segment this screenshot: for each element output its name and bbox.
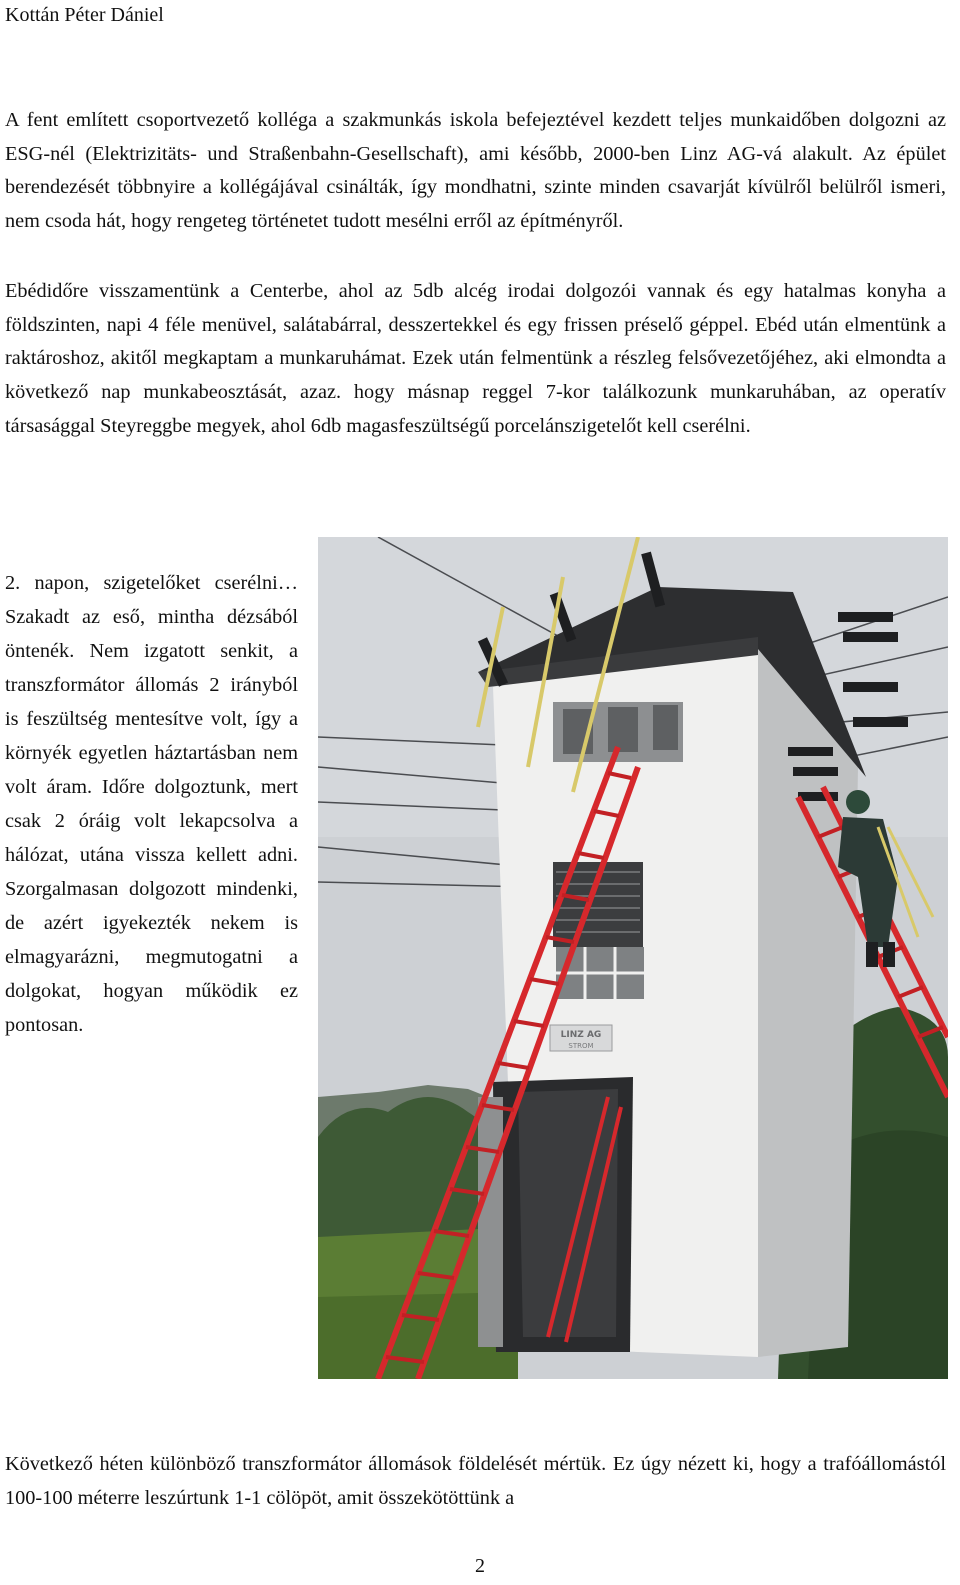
sign-line-1: LINZ AG xyxy=(560,1030,602,1040)
body-paragraph-3: Következő héten különböző transzformátor állomások földelését mértük. Ez úgy nézett ki, hogy a trafóállomástól 100-100 méterre leszúrtunk 1-1 cölöpöt, amit összekötöttünk a xyxy=(5,1453,946,1509)
body-paragraph-2: Ebédidőre visszamentünk a Centerbe, ahol az 5db alcég irodai dolgozói vannak és egy hatalmas konyha a földszinten, napi 4 féle menüvel, salátabárral, desszertekkel és egy frissen préselő géppel. Ebéd után elmentünk a raktároshoz, akitől megkaptam a munkaruhámat. Ezek után felmentünk a részleg felsővezetőjéhez, aki elmondta a következő nap munkabeosztását, azaz. hogy másnap reggel 7-kor találkozunk munkaruhában, az operatív társasággal Steyreggbe megyek, ahol 6db magasfeszültségű porcelánszigetelőt kell cserélni. xyxy=(5,280,946,437)
side-paragraph: 2. napon, szigetelőket cserélni… Szakadt az eső, mintha dézsából öntenék. Nem izgatott senkit, a transzformátor állomás 2 irányból is feszültség mentesítve volt, így a környék egyetlen háztartásban nem volt áram. Időre dolgoztunk, mert csak 2 óráig volt lekapcsolva a hálózat, utána vissza kellett adni. Szorgalmasan dolgozott mindenki, de azért igyekezték nekem is elmagyarázni, megmutogatni a dolgokat, hogyan működik ez pontosan. xyxy=(5,572,298,1036)
page-number: 2 xyxy=(475,1555,485,1577)
author-header: Kottán Péter Dániel xyxy=(5,4,164,26)
transformer-station-photo xyxy=(318,537,948,1379)
body-paragraph-1: A fent említett csoportvezető kolléga a szakmunkás iskola befejeztével kezdett teljes munkaidőben dolgozni az ESG-nél (Elektrizitäts- und Straßenbahn-Gesellschaft), ami később, 2000-ben Linz AG-vá alakult. Az épület berendezését többnyire a kollégájával csinálták, így mondhatni, szinte minden csavarját kívülről belülről ismeri, nem csoda hát, hogy rengeteg történetet tudott mesélni erről az építményről. xyxy=(5,109,946,233)
sign-line-2: STROM xyxy=(568,1042,594,1050)
